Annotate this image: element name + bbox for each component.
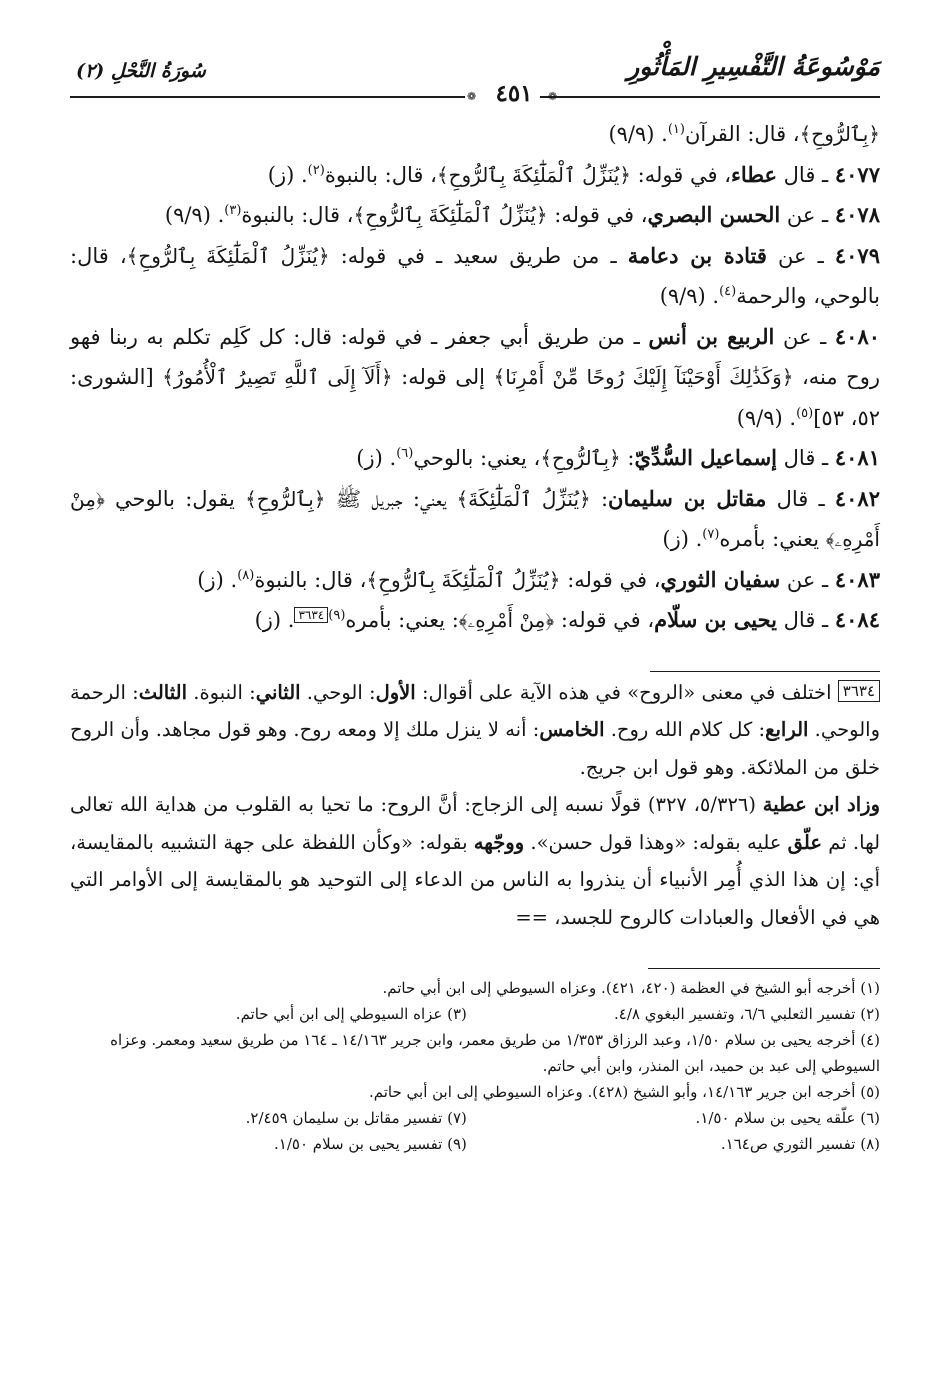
narration-number: ٤٠٧٩ — [834, 242, 880, 268]
narration-text: ، قال: بالنبوة — [254, 567, 367, 592]
source-ref: . (ز) — [254, 608, 295, 632]
commentary-paragraph — [70, 674, 880, 787]
footnote-ref[interactable]: (١) — [667, 122, 685, 137]
quran-verse: ﴿مِنْ أَمْرِهِۦ﴾ — [70, 486, 880, 551]
narration-text: ـ من طريق أبي جعفر ـ في قوله: قال: كل كَلِم تكلم به ربنا فهو روح منه، — [70, 324, 880, 389]
narration-number: ٤٠٨٢ — [834, 485, 880, 511]
footnote-row — [70, 1131, 880, 1157]
commentary-text: اختلف في معنى «الروح» في هذه الآية على أقوال: — [415, 680, 838, 704]
commentary-heading: علّق — [787, 830, 823, 854]
narration-text: يقول: بالوحي — [104, 486, 246, 511]
narration-number: ٤٠٨٤ — [834, 607, 880, 632]
narration-number: ٤٠٨١ — [834, 445, 880, 470]
footnote-row — [70, 1001, 880, 1027]
narration-text: ، قال: بالوحي، والرحمة — [70, 243, 880, 308]
narrator-name: سفيان الثوري — [660, 566, 781, 592]
narrator-name: إسماعيل السُّدِّيّ — [634, 445, 777, 470]
footnote-ref[interactable]: (٧) — [702, 527, 720, 542]
narration-text: ـ قال — [777, 446, 835, 470]
quran-verse: ﴿يُنَزِّلُ ٱلْمَلَٰٓئِكَةَ بِٱلرُّوحِ﴾ — [126, 243, 330, 268]
commentary-heading: وزاد ابن عطية — [762, 793, 880, 816]
narrator-name: عطاء — [730, 161, 777, 187]
commentary — [70, 674, 880, 937]
page-header — [70, 52, 880, 114]
narration-text: ، قال: بالنبوة — [324, 162, 437, 187]
footnote: (٧) تفسير مقاتل بن سليمان ٢/٤٥٩. — [245, 1109, 467, 1127]
quran-verse: ﴿مِنْ أَمْرِهِۦ﴾ — [458, 608, 555, 632]
footnote: (١) أخرجه أبو الشيخ في العظمة (٤٢٠، ٤٢١). وعزاه السيوطي إلى ابن أبي حاتم. — [382, 979, 880, 997]
narration — [70, 236, 880, 317]
footnote: (٨) تفسير الثوري ص١٦٤. — [720, 1135, 880, 1153]
narrator-name: مقاتل بن سليمان — [608, 485, 767, 511]
footnote-ref[interactable]: (٤) — [719, 284, 737, 299]
commentary-text: : الوحي. — [300, 680, 376, 704]
commentary-heading: الخامس — [539, 718, 605, 741]
quran-verse: ﴿بِٱلرُّوحِ﴾ — [540, 446, 621, 470]
footnote: (٤) أخرجه يحيى بن سلام ١/٥٠، وعبد الرزاق ١/٣٥٣ من طريق معمر، وابن جرير ١٤/١٦٣ ـ ١٦٤ من طريق سعيد ومعمر. وعزاه السيوطي إلى عبد بن حميد، ابن المنذر، وابن أبي حاتم. — [110, 1031, 880, 1075]
footnote: (٩) تفسير يحيى بن سلام ١/٥٠. — [274, 1135, 467, 1153]
footnote-ref[interactable]: (٨) — [237, 567, 255, 583]
footnote: (٢) تفسير الثعلبي ٦/٦، وتفسير البغوي ٤/٨. — [614, 1005, 880, 1023]
narration-text: ـ قال — [777, 162, 835, 187]
source-ref: . (ز) — [197, 567, 238, 592]
commentary-paragraph — [70, 786, 880, 936]
narration-text: يعني: بأمره — [719, 527, 826, 551]
commentary-ref-box[interactable]: ٣٦٣٤ — [294, 607, 328, 623]
source-ref: . (٩/٩) — [736, 405, 797, 430]
quran-verse: ﴿يُنَزِّلُ ٱلْمَلَٰٓئِكَةَ بِٱلرُّوحِ﴾ — [366, 567, 561, 592]
header-rule-left — [70, 96, 465, 98]
narration-text: ، في قوله: — [631, 162, 731, 187]
commentary-heading: الرابع — [765, 718, 809, 741]
quran-verse: ﴿بِٱلرُّوحِ﴾ — [245, 486, 326, 511]
commentary-heading: الثالث — [138, 680, 187, 704]
narration-text: ـ عن — [774, 324, 835, 349]
main-text — [70, 114, 880, 641]
narration-text: ، قال: بالنبوة — [241, 203, 354, 227]
narration-text: : — [590, 486, 609, 511]
narration-text: ، في قوله: — [554, 608, 655, 632]
footnote-row — [70, 1105, 880, 1131]
quran-verse: ﴿يُنَزِّلُ ٱلْمَلَٰٓئِكَةَ بِٱلرُّوحِ﴾ — [353, 203, 548, 227]
narration-text: ـ قال — [766, 486, 835, 511]
narration-number: ٤٠٨٣ — [834, 566, 880, 592]
commentary-text: : النبوة. — [187, 680, 256, 704]
book-page — [70, 52, 880, 1372]
ornament-icon: ❁ — [548, 90, 558, 103]
commentary-text: (٥/٣٢٦، ٣٢٧) قولًا نسبه إلى الزجاج: أنَّ الروح: ما تحيا به القلوب من هداية الله تعالى لها. ثم — [70, 793, 881, 854]
narration-number: ٤٠٨٠ — [834, 323, 881, 349]
quran-verse: ﴿يُنَزِّلُ ٱلْمَلَٰٓئِكَةَ بِٱلرُّوحِ﴾ — [436, 162, 631, 187]
narration-text: : يعني: بأمره — [345, 608, 459, 632]
book-title: مَوْسُوعَةُ التَّفْسِيرِ المَأْثُورِ — [627, 52, 880, 81]
quran-verse: ﴿أَلَآ إِلَى ٱللَّهِ تَصِيرُ ٱلْأُمُورُ﴾ — [162, 365, 393, 389]
narration-continued — [70, 114, 880, 155]
commentary-text: : كل كلام الله روح. — [604, 718, 766, 741]
narration-text: ـ عن — [780, 203, 835, 227]
commentary-text: : الرحمة والوحي. — [70, 680, 881, 741]
narration-text: ـ عن — [766, 243, 835, 268]
commentary-heading: الأول — [375, 680, 416, 704]
narration — [70, 560, 880, 601]
narration — [70, 438, 880, 479]
narration — [70, 195, 880, 236]
footnote: (٥) أخرجه ابن جرير ١٤/١٦٣، وأبو الشيخ (٤٢٨). وعزاه السيوطي إلى ابن أبي حاتم. — [368, 1083, 880, 1101]
narration-text: ـ عن — [780, 567, 835, 592]
source-ref: . (ز) — [267, 162, 308, 187]
quran-verse: ﴿يُنَزِّلُ ٱلْمَلَٰٓئِكَةَ﴾ — [456, 486, 591, 511]
surah-citation: [الشورى: ٥٢، ٥٣] — [70, 365, 880, 430]
narration-text: ، في قوله: — [560, 567, 661, 592]
narration-text: إلى قوله: — [392, 365, 494, 389]
header-rule-right — [540, 96, 880, 98]
narration-text: ، يعني: بالوحي — [413, 446, 541, 470]
footnote-ref[interactable]: (٣) — [224, 203, 242, 218]
narrator-name: قتادة بن دعامة — [627, 242, 767, 268]
footnote-ref[interactable]: (٩) — [328, 608, 346, 623]
commentary-text: عليه بقوله: «وهذا قول حسن». — [524, 830, 788, 854]
footnote-ref[interactable]: (٢) — [307, 162, 325, 178]
narration — [70, 155, 880, 196]
narration — [70, 479, 880, 560]
footnote: (٣) عزاه السيوطي إلى ابن أبي حاتم. — [235, 1005, 467, 1023]
narration-number: ٤٠٧٧ — [834, 161, 880, 187]
source-ref: . (ز) — [662, 527, 703, 551]
narrator-name: الربيع بن أنس — [648, 323, 775, 349]
footnote: (٦) علّقه يحيى بن سلام ١/٥٠. — [695, 1109, 880, 1127]
footnotes-divider — [648, 968, 880, 969]
narration-text: ـ من طريق سعيد ـ في قوله: — [329, 243, 628, 268]
page-number: ٤٥١ — [495, 80, 533, 107]
ornament-icon: ❁ — [467, 90, 477, 103]
footnote-ref[interactable]: (٦) — [396, 446, 414, 461]
narration-number: ٤٠٧٨ — [834, 202, 880, 227]
quran-verse: ﴿بِٱلرُّوحِ﴾ — [799, 122, 880, 146]
commentary-heading: ووجّهه — [473, 830, 525, 854]
commentary-number-box: ٣٦٣٤ — [838, 680, 880, 702]
narration-text: يعني: جبريل ﷺ — [325, 486, 457, 511]
narrator-name: يحيى بن سلّام — [654, 607, 777, 632]
footnote-ref[interactable]: (٥) — [796, 405, 814, 421]
narration-text: ـ قال — [777, 608, 835, 632]
narration-text: : — [620, 446, 635, 470]
narration — [70, 317, 880, 439]
commentary-divider — [650, 671, 880, 672]
narrator-name: الحسن البصري — [647, 202, 781, 227]
source-ref: . (٩/٩) — [608, 122, 668, 146]
source-ref: . (ز) — [356, 446, 397, 470]
surah-title: سُورَةُ النَّحْلِ (٢) — [76, 60, 206, 82]
narration — [70, 600, 880, 641]
source-ref: . (٩/٩) — [659, 284, 720, 308]
commentary-text: : أنه لا ينزل ملك إلا ومعه روح. وهو قول مجاهد. وأن الروح خلق من الملائكة. وهو قول ابن جريج. — [70, 718, 880, 779]
narration-text: ، قال: القرآن — [684, 122, 800, 146]
narration-text: ، في قوله: — [547, 203, 648, 227]
quran-verse: ﴿وَكَذَٰلِكَ أَوْحَيْنَآ إِلَيْكَ رُوحًا مِّنْ أَمْرِنَا﴾ — [493, 365, 794, 389]
source-ref: . (٩/٩) — [164, 203, 225, 227]
commentary-text: بقوله: «وكأن اللفظة على جهة التشبيه بالمقايسة، أي: إن هذا الذي أُمِر الأنبياء أن ينذروا به الناس من الدعاء إلى التوحيد هو بالمقايسة إلى الأوامر التي هي في الأفعال والعبادات كالروح للجسد، == — [70, 830, 880, 929]
commentary-heading: الثاني — [255, 680, 301, 704]
footnotes — [70, 975, 880, 1157]
